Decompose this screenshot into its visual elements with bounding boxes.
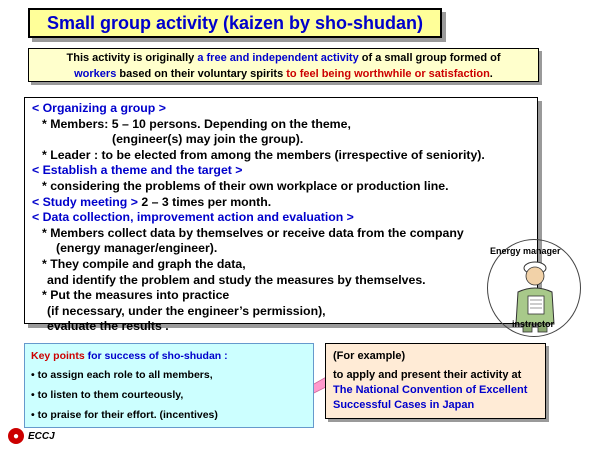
- intro-highlight-free-activity: a free and independent activity: [197, 52, 359, 64]
- detail-engineers-join: (engineer(s) may join the group).: [112, 132, 304, 147]
- example-line-1: to apply and present their activity at: [333, 369, 522, 381]
- eccj-logo-text: ECCJ: [28, 430, 55, 442]
- detail-compile-graph: * They compile and graph the data,: [42, 256, 246, 271]
- intro-line-1: [29, 50, 538, 66]
- page-title: Small group activity (kaizen by sho-shudan): [28, 8, 442, 38]
- key-points-title-rest: for success of sho-shudan :: [84, 350, 228, 362]
- section-heading-theme: < Establish a theme and the target >: [32, 163, 243, 178]
- intro-text: .: [489, 68, 493, 80]
- example-label: (For example): [333, 350, 406, 362]
- key-point-item: • to praise for their effort. (incentives): [31, 409, 218, 421]
- detail-theme: * considering the problems of their own workplace or production line.: [42, 178, 449, 193]
- key-points-box: [24, 343, 314, 428]
- key-points-title: [31, 348, 313, 365]
- detail-members: * Members: 5 – 10 persons. Depending on the theme,: [42, 116, 351, 131]
- section-heading-data-collection: < Data collection, improvement action and evaluation >: [32, 210, 354, 225]
- detail-leader: * Leader : to be elected from among the members (irrespective of seniority).: [42, 147, 485, 162]
- instructor-label: instructor: [512, 319, 555, 329]
- example-line-3: Successful Cases in Japan: [333, 399, 475, 411]
- detail-permission: (if necessary, under the engineer’s permission),: [47, 303, 326, 318]
- intro-text: This activity is originally: [66, 52, 198, 64]
- energy-manager-label: Energy manager: [490, 246, 561, 256]
- key-point-item: • to listen to them courteously,: [31, 389, 184, 401]
- section-study-meeting: [32, 195, 537, 211]
- eccj-logo: [8, 428, 55, 444]
- detail-put-into-practice: * Put the measures into practice: [42, 288, 230, 303]
- intro-text: based on their voluntary spirits: [116, 68, 287, 80]
- example-box: [325, 343, 546, 419]
- intro-statement: [28, 48, 539, 82]
- detail-energy-manager: (energy manager/engineer).: [56, 241, 218, 256]
- example-line-2: The National Convention of Excellent: [333, 384, 528, 396]
- key-points-title-emphasis: Key points: [31, 350, 85, 362]
- intro-line-2: [29, 66, 538, 82]
- eccj-logo-icon: ●: [8, 428, 24, 444]
- section-heading-study-meeting: < Study meeting >: [32, 194, 138, 209]
- intro-text: of a small group formed of: [358, 52, 501, 64]
- detail-evaluate: evaluate the results .: [47, 319, 169, 334]
- section-heading-organizing: < Organizing a group >: [32, 101, 166, 115]
- detail-collect-data: * Members collect data by themselves or receive data from the company: [42, 225, 464, 240]
- detail-identify-problem: and identify the problem and study the measures by themselves.: [47, 272, 426, 287]
- intro-highlight-satisfaction: to feel being worthwhile or satisfaction: [286, 68, 490, 80]
- key-point-item: • to assign each role to all members,: [31, 369, 213, 381]
- study-meeting-frequency: 2 – 3 times per month.: [137, 194, 272, 209]
- intro-highlight-workers: workers: [74, 68, 117, 80]
